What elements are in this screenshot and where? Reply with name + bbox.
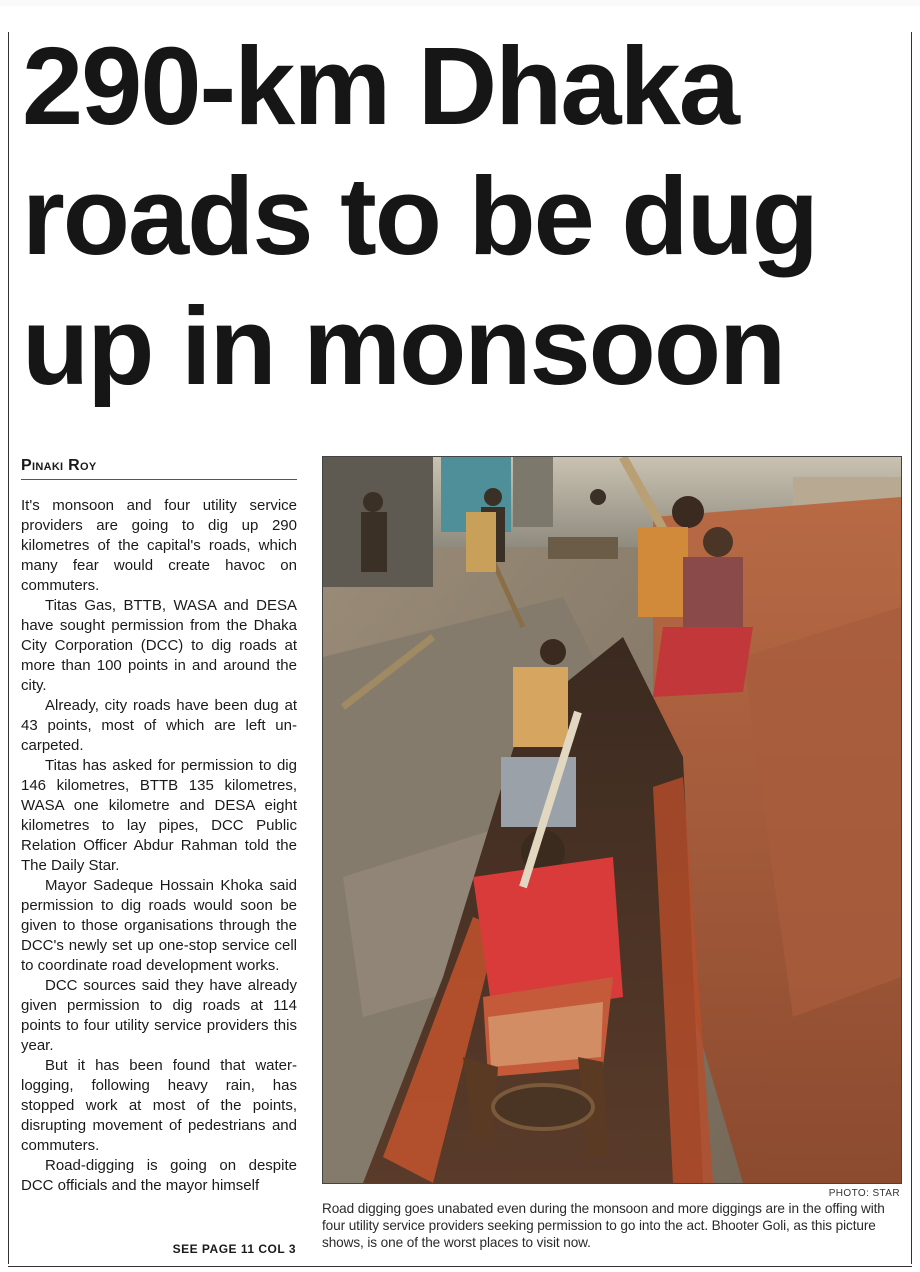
byline-rule — [21, 479, 297, 480]
headline-line-1: 290-km Dhaka — [22, 25, 738, 148]
paragraph: Mayor Sadeque Hossain Khoka said permission to dig roads would soon be given to those organisations through the DCC's newly set up one-stop service cell to coordinate road development works. — [21, 877, 297, 974]
byline: Pinaki Roy — [21, 457, 97, 474]
road-digging-photo-illustration — [323, 457, 901, 1183]
paragraph: It's monsoon and four utility service providers are going to dig up 290 kilometres of the capital's roads, which many fear would create havoc on commuters. — [21, 497, 297, 594]
photo-caption: Road digging goes unabated even during the monsoon and more diggings are in the offing with four utility service providers seeking permission to go into the act. Bhooter Goli, as this picture shows, is one of the worst places to visit now. — [322, 1201, 885, 1250]
paragraph: Titas has asked for permission to dig 146 kilometres, BTTB 135 kilometres, WASA one kilometre and DESA eight kilometres to lay pipes, DCC Public Relation Officer Abdur Rahman told the The Daily Star. — [21, 757, 297, 874]
paragraph: Titas Gas, BTTB, WASA and DESA have sought permission from the Dhaka City Corporation (DCC) to dig roads at more than 100 points in and around the city. — [21, 597, 297, 694]
top-border — [0, 0, 920, 6]
headline-line-2: roads to be dug — [22, 155, 817, 278]
paragraph: Road-digging is going on despite DCC officials and the mayor himself — [21, 1157, 297, 1194]
left-column-rule — [8, 32, 9, 1264]
headline-line-3: up in monsoon — [22, 285, 785, 408]
paragraph: Already, city roads have been dug at 43 points, most of which are left un-carpeted. — [21, 697, 297, 754]
bottom-rule — [8, 1266, 912, 1267]
photo-credit: PHOTO: STAR — [828, 1188, 900, 1199]
continued-jump-line: SEE PAGE 11 COL 3 — [172, 1242, 296, 1256]
paragraph: But it has been found that water-logging, following heavy rain, has stopped work at most of the points, disrupting movement of pedestrians and commuters. — [21, 1057, 297, 1154]
headline — [22, 22, 907, 412]
article-body — [21, 496, 297, 1196]
right-column-rule — [911, 32, 912, 1264]
paragraph: DCC sources said they have already given permission to dig roads at 114 points to four utility service providers this year. — [21, 977, 297, 1054]
news-photo — [322, 456, 902, 1184]
